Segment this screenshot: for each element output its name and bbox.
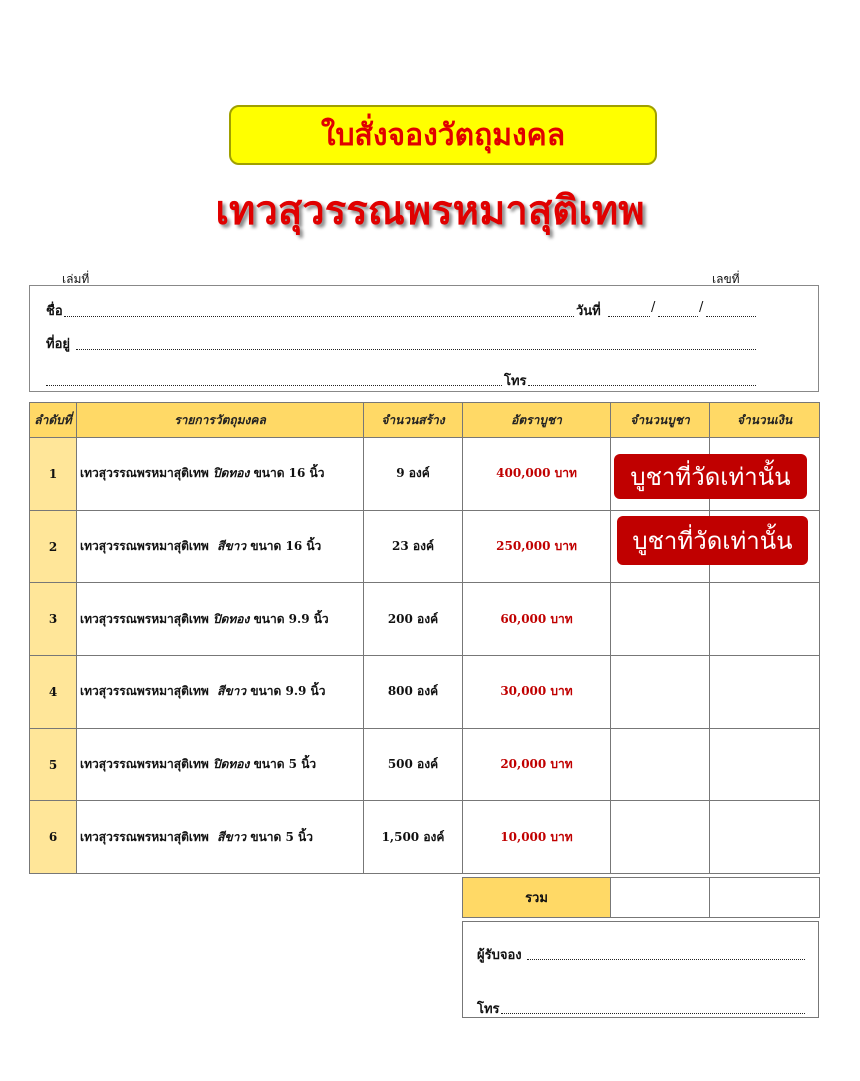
table-header-row: [30, 403, 820, 438]
created-quantity: 200 องค์: [364, 583, 463, 656]
worship-price: 30,000 บาท: [463, 656, 611, 729]
item-name: เทวสุวรรณพรหมาสุติเทพ: [80, 539, 209, 554]
total-row: [463, 878, 820, 918]
row-number: 3: [30, 583, 77, 656]
book-number-label: เล่มที่: [62, 272, 90, 286]
item-color: สีขาว: [217, 684, 247, 699]
phone-label: โทร: [504, 374, 527, 389]
item-size: ขนาด 16 นิ้ว: [253, 466, 325, 481]
amount-cell[interactable]: [710, 656, 820, 729]
amount-cell[interactable]: [710, 583, 820, 656]
date-separator: /: [651, 300, 656, 315]
table-row: [30, 656, 820, 729]
phone-field[interactable]: [528, 385, 756, 386]
order-quantity-cell[interactable]: [611, 801, 710, 874]
serial-number-label: เลขที่: [712, 272, 740, 286]
date-month-field[interactable]: [658, 316, 698, 317]
item-size: ขนาด 5 นิ้ว: [253, 757, 317, 772]
receiver-label: ผู้รับจอง: [477, 948, 522, 963]
page-subtitle: เทวสุวรรณพรหมาสุติเทพ: [215, 188, 645, 234]
date-year-field[interactable]: [706, 316, 756, 317]
address-field-line2[interactable]: [46, 385, 502, 386]
table-row: [30, 728, 820, 801]
date-day-field[interactable]: [608, 316, 650, 317]
item-name: เทวสุวรรณพรหมาสุติเทพ: [80, 829, 209, 844]
order-quantity-cell[interactable]: [611, 656, 710, 729]
total-quantity-cell[interactable]: [611, 878, 710, 918]
item-cell: [77, 438, 364, 511]
temple-only-badge: บูชาที่วัดเท่านั้น: [614, 454, 807, 499]
item-name: เทวสุวรรณพรหมาสุติเทพ: [80, 757, 209, 772]
signature-box: [462, 921, 819, 1018]
item-cell: [77, 801, 364, 874]
total-table: [462, 877, 820, 918]
worship-price: 400,000 บาท: [463, 438, 611, 511]
customer-info-box: [29, 285, 819, 392]
created-quantity: 23 องค์: [364, 510, 463, 583]
receiver-phone-label: โทร: [477, 1002, 500, 1017]
title-banner: [229, 105, 657, 165]
item-cell: [77, 728, 364, 801]
worship-price: 250,000 บาท: [463, 510, 611, 583]
column-header: อัตราบูชา: [463, 403, 611, 438]
amount-cell[interactable]: [710, 728, 820, 801]
column-header: รายการวัตถุมงคล: [77, 403, 364, 438]
order-quantity-cell[interactable]: [611, 583, 710, 656]
row-number: 5: [30, 728, 77, 801]
worship-price: 60,000 บาท: [463, 583, 611, 656]
item-color: ปิดทอง: [212, 757, 250, 772]
row-number: 1: [30, 438, 77, 511]
item-color: ปิดทอง: [212, 611, 250, 626]
item-name: เทวสุวรรณพรหมาสุติเทพ: [80, 466, 209, 481]
created-quantity: 9 องค์: [364, 438, 463, 511]
name-label: ชื่อ: [46, 304, 63, 319]
item-cell: [77, 656, 364, 729]
date-separator: /: [699, 300, 704, 315]
item-cell: [77, 510, 364, 583]
column-header: จำนวนบูชา: [611, 403, 710, 438]
temple-only-badge: บูชาที่วัดเท่านั้น: [617, 516, 808, 565]
item-name: เทวสุวรรณพรหมาสุติเทพ: [80, 684, 209, 699]
created-quantity: 500 องค์: [364, 728, 463, 801]
item-cell: [77, 583, 364, 656]
row-number: 6: [30, 801, 77, 874]
item-size: ขนาด 5 นิ้ว: [250, 829, 313, 844]
row-number: 2: [30, 510, 77, 583]
item-name: เทวสุวรรณพรหมาสุติเทพ: [80, 611, 209, 626]
address-label: ที่อยู่: [46, 337, 70, 352]
created-quantity: 1,500 องค์: [364, 801, 463, 874]
table-row: [30, 801, 820, 874]
amount-cell[interactable]: [710, 801, 820, 874]
receiver-field[interactable]: [527, 959, 805, 960]
worship-price: 10,000 บาท: [463, 801, 611, 874]
worship-price: 20,000 บาท: [463, 728, 611, 801]
item-color: ปิดทอง: [212, 466, 250, 481]
column-header: จำนวนสร้าง: [364, 403, 463, 438]
receiver-phone-field[interactable]: [501, 1013, 805, 1014]
page-title: ใบสั่งจองวัตถุมงคล: [320, 117, 566, 153]
item-size: ขนาด 9.9 นิ้ว: [253, 611, 329, 626]
column-header: ลำดับที่: [30, 403, 77, 438]
date-label: วันที่: [576, 304, 601, 319]
table-row: [30, 583, 820, 656]
order-quantity-cell[interactable]: [611, 728, 710, 801]
row-number: 4: [30, 656, 77, 729]
total-label: รวม: [463, 878, 611, 918]
item-color: สีขาว: [217, 829, 247, 844]
column-header: จำนวนเงิน: [710, 403, 820, 438]
total-amount-cell[interactable]: [710, 878, 820, 918]
address-field[interactable]: [76, 349, 756, 350]
item-size: ขนาด 16 นิ้ว: [250, 539, 322, 554]
item-size: ขนาด 9.9 นิ้ว: [250, 684, 326, 699]
item-color: สีขาว: [217, 539, 247, 554]
name-field[interactable]: [64, 316, 574, 317]
created-quantity: 800 องค์: [364, 656, 463, 729]
